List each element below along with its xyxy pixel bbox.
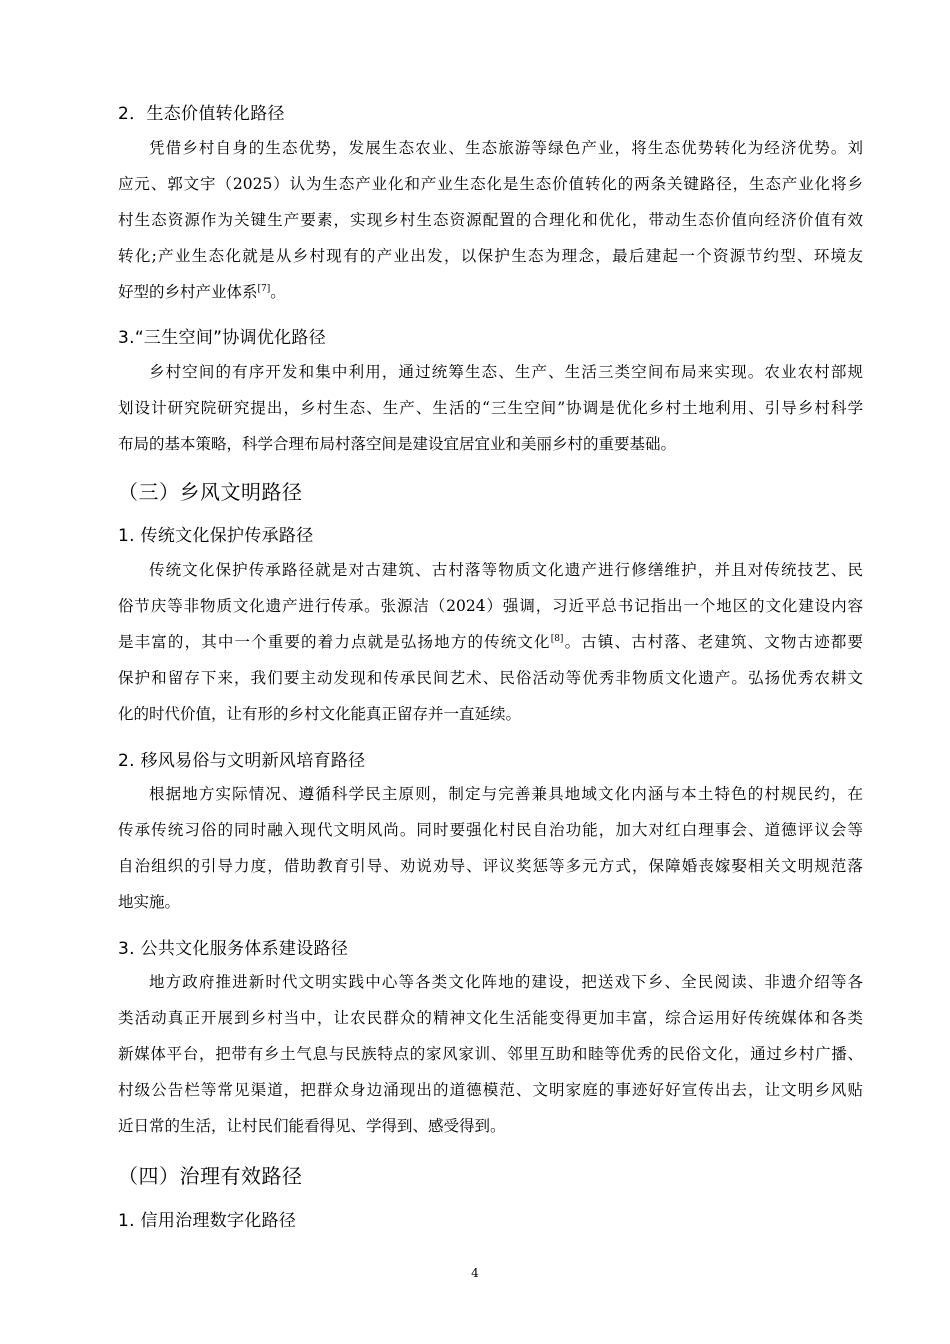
text-line [118, 274, 863, 310]
heading-traditional-culture: 1. 传统文化保护传承路径 [118, 526, 314, 546]
text-line: 应元、郭文宇（2025）认为生态产业化和产业生态化是生态价值转化的两条关键路径，生态产业化将乡 [118, 175, 863, 193]
heading-ecological-value: 2．生态价值转化路径 [118, 104, 285, 124]
text-line: 保护和留存下来，我们要主动发现和传承民间艺术、民俗活动等优秀非物质文化遗产。弘扬优秀农耕文 [118, 669, 863, 687]
text-span: 。 [270, 283, 286, 301]
text-line: 村级公告栏等常见渠道，把群众身边涌现出的道德模范、文明家庭的事迹好好宣传出去，让文明乡风贴 [118, 1081, 863, 1099]
paragraph-ecological-value [118, 130, 863, 310]
text-line: 转化;产业生态化就是从乡村现有的产业出发，以保护生态为理念，最后建起一个资源节约型、环境友 [118, 247, 863, 265]
heading-three-spaces: 3.“三生空间”协调优化路径 [118, 328, 327, 348]
citation-ref: [7] [257, 284, 271, 294]
citation-ref: [8] [550, 634, 564, 644]
text-line: 传承传统习俗的同时融入现代文明风尚。同时要强化村民自治功能，加大对红白理事会、道德评议会等 [118, 821, 863, 839]
text-line: 地实施。 [118, 893, 181, 911]
text-span: 。古镇、古村落、老建筑、文物古迹都要 [563, 633, 863, 651]
text-line: 自治组织的引导力度，借助教育引导、劝说劝导、评议奖惩等多元方式，保障婚丧嫁娶相关文明规范落 [118, 857, 863, 875]
text-line: 划设计研究院研究提出，乡村生态、生产、生活的“三生空间”协调是优化乡村土地利用、引导乡村科学 [118, 399, 863, 417]
text-line: 近日常的生活，让村民们能看得见、学得到、感受得到。 [118, 1117, 506, 1135]
text-line: 布局的基本策略，科学合理布局村落空间是建设宜居宜业和美丽乡村的重要基础。 [118, 435, 677, 453]
paragraph-three-spaces [118, 354, 863, 462]
heading-public-culture: 3. 公共文化服务体系建设路径 [118, 939, 349, 959]
heading-customs-reform: 2. 移风易俗与文明新风培育路径 [118, 751, 366, 771]
text-span: 好型的乡村产业体系 [118, 283, 258, 301]
text-line: 根据地方实际情况、遵循科学民主原则，制定与完善兼具地域文化内涵与本土特色的村规民约，在 [149, 785, 863, 803]
section-heading-rural-civilization: （三）乡风文明路径 [118, 480, 303, 504]
text-span: 是丰富的，其中一个重要的着力点就是弘扬地方的传统文化 [118, 633, 551, 651]
text-line: 化的时代价值，让有形的乡村文化能真正留存并一直延续。 [118, 705, 522, 723]
section-heading-effective-governance: （四）治理有效路径 [118, 1164, 303, 1188]
paragraph-customs-reform [118, 776, 863, 920]
heading-credit-governance: 1. 信用治理数字化路径 [118, 1211, 297, 1231]
text-line: 地方政府推进新时代文明实践中心等各类文化阵地的建设，把送戏下乡、全民阅读、非遗介绍等各 [149, 973, 863, 991]
paragraph-public-culture [118, 964, 863, 1144]
text-line: 新媒体平台，把带有乡土气息与民族特点的家风家训、邻里互助和睦等优秀的民俗文化，通过乡村广播、 [118, 1045, 863, 1063]
text-line: 乡村空间的有序开发和集中利用，通过统筹生态、生产、生活三类空间布局来实现。农业农村部规 [149, 363, 863, 381]
text-line: 俗节庆等非物质文化遗产进行传承。张源洁（2024）强调，习近平总书记指出一个地区的文化建设内容 [118, 597, 863, 615]
page-number: 4 [471, 1266, 479, 1280]
text-line: 类活动真正开展到乡村当中，让农民群众的精神文化生活能变得更加丰富，综合运用好传统媒体和各类 [118, 1009, 863, 1027]
text-line: 村生态资源作为关键生产要素，实现乡村生态资源配置的合理化和优化，带动生态价值向经济价值有效 [118, 211, 863, 229]
text-line: 凭借乡村自身的生态优势，发展生态农业、生态旅游等绿色产业，将生态优势转化为经济优势。刘 [149, 139, 863, 157]
text-line: 传统文化保护传承路径就是对古建筑、古村落等物质文化遗产进行修缮维护，并且对传统技艺、民 [149, 561, 863, 579]
paragraph-traditional-culture [118, 552, 863, 732]
text-line [118, 624, 863, 660]
